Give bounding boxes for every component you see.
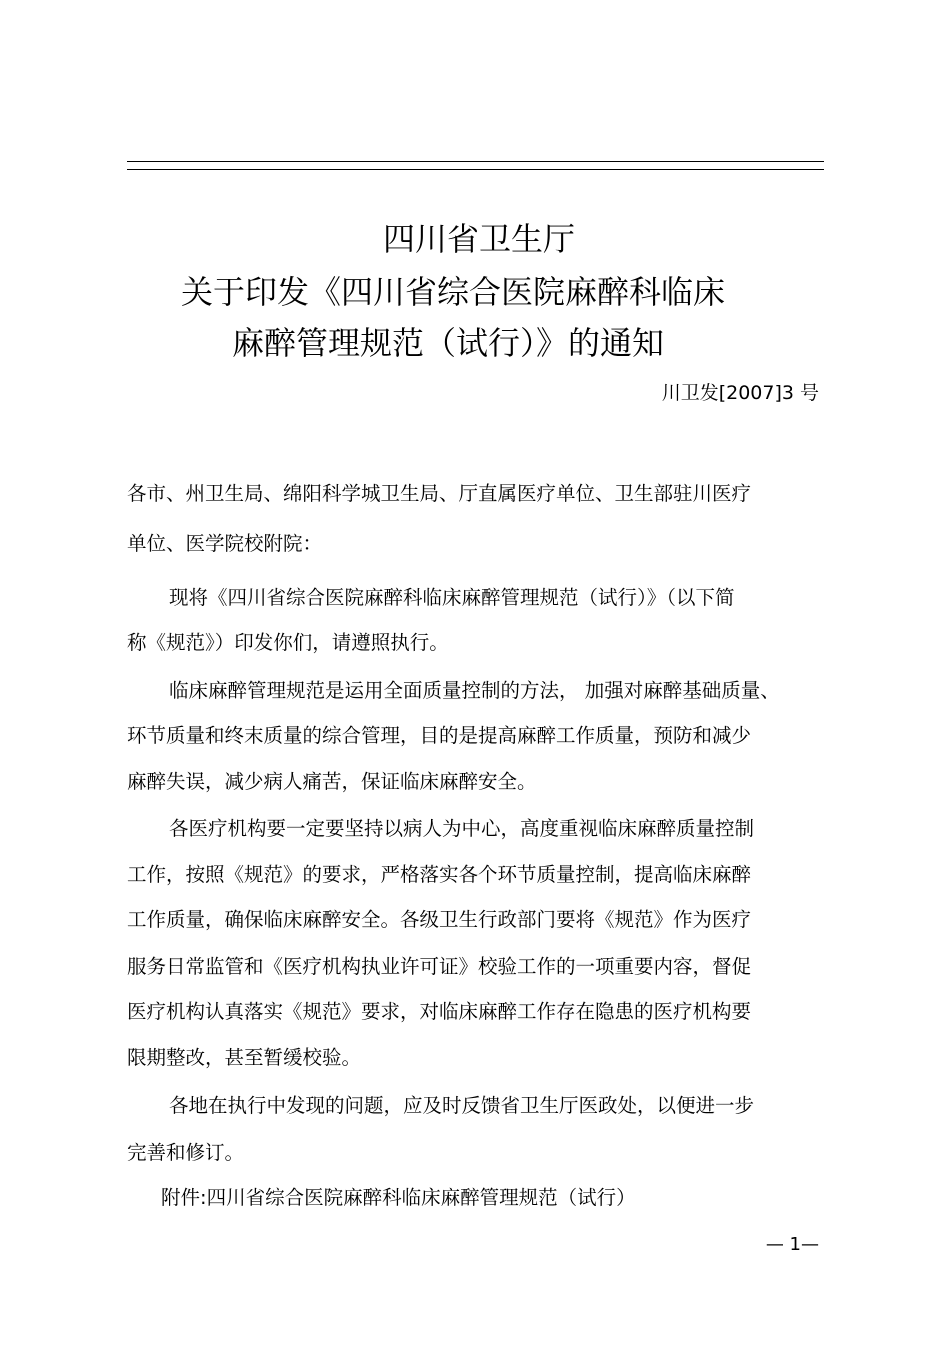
addressee-line: 各市、州卫生局、绵阳科学城卫生局、厅直属医疗单位、卫生部驻川医疗 — [127, 482, 752, 505]
title-line-3: 麻醉管理规范（试行）》的通知 — [232, 324, 665, 362]
paragraph-3-line: 各医疗机构要一定要坚持以病人为中心，高度重视临床麻醉质量控制 — [169, 817, 755, 840]
paragraph-3-line: 工作质量，确保临床麻醉安全。各级卫生行政部门要将《规范》作为医疗 — [127, 908, 752, 931]
title-line-1: 四川省卫生厅 — [382, 220, 575, 258]
paragraph-4-line: 完善和修订。 — [127, 1141, 245, 1164]
paragraph-1-line: 称《规范》）印发你们，请遵照执行。 — [127, 631, 449, 654]
paragraph-3-line: 医疗机构认真落实《规范》要求，对临床麻醉工作存在隐患的医疗机构要 — [127, 1000, 752, 1023]
page-number: — 1— — [765, 1234, 819, 1255]
title-line-2: 关于印发《四川省综合医院麻醉科临床 — [181, 273, 726, 311]
attachment-line: 附件:四川省综合医院麻醉科临床麻醉管理规范（试行） — [161, 1186, 636, 1209]
addressee-line: 单位、医学院校附院： — [127, 532, 323, 555]
paragraph-3-line: 限期整改，甚至暂缓校验。 — [127, 1046, 362, 1069]
paragraph-3-line: 工作，按照《规范》的要求，严格落实各个环节质量控制，提高临床麻醉 — [127, 863, 752, 886]
header-double-rule-bottom — [127, 169, 824, 170]
paragraph-2-line: 临床麻醉管理规范是运用全面质量控制的方法， 加强对麻醉基础质量、 — [169, 679, 780, 702]
document-number: 川卫发[2007]3 号 — [661, 382, 819, 404]
paragraph-1-line: 现将《四川省综合医院麻醉科临床麻醉管理规范（试行）》（以下简 — [169, 586, 735, 609]
header-double-rule-top — [127, 161, 824, 162]
paragraph-4-line: 各地在执行中发现的问题，应及时反馈省卫生厅医政处，以便进一步 — [169, 1094, 755, 1117]
paragraph-2-line: 麻醉失误，减少病人痛苦，保证临床麻醉安全。 — [127, 770, 537, 793]
paragraph-2-line: 环节质量和终末质量的综合管理，目的是提高麻醉工作质量，预防和减少 — [127, 724, 752, 747]
paragraph-3-line: 服务日常监管和《医疗机构执业许可证》校验工作的一项重要内容，督促 — [127, 955, 752, 978]
